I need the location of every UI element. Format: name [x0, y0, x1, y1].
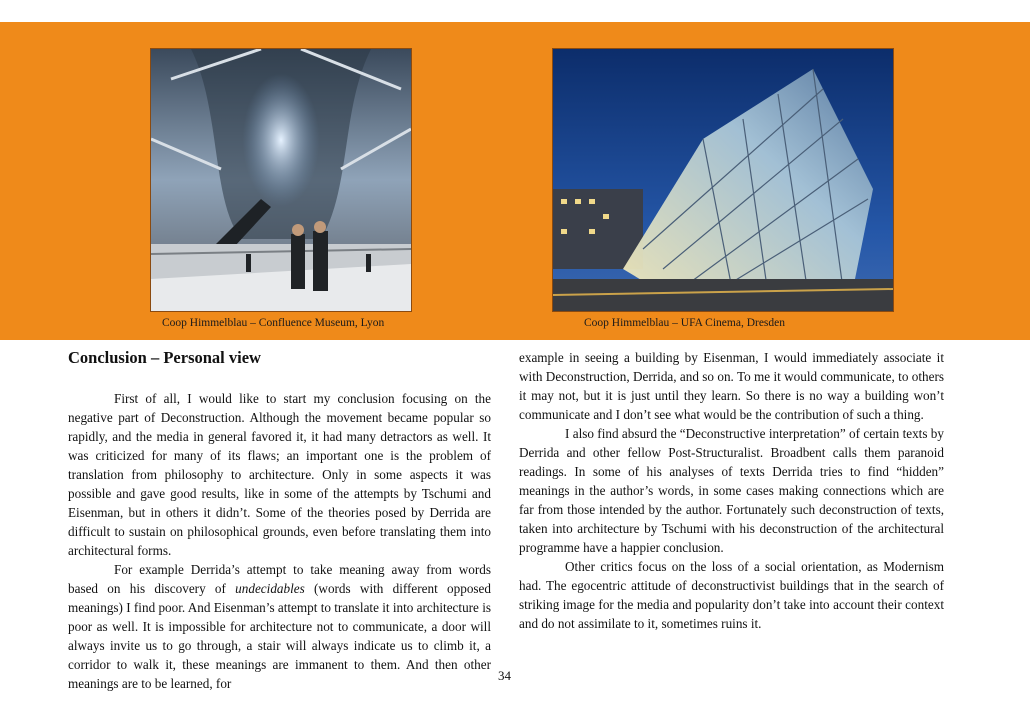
section-heading: Conclusion – Personal view — [68, 348, 261, 367]
figure-caption-right: Coop Himmelblau – UFA Cinema, Dresden — [584, 317, 786, 329]
left-text-column — [68, 348, 491, 693]
paragraph: First of all, I would like to start my conclusion focusing on the negative part of Deconstruction. Although the movement became popular so rapidly, and the media in general favored it, it had many detractors as well. It was criticized for many of its flaws; an important one is the problem of translation from philosophy to architecture. Only in some aspects it was possible and gave good results, like in some of the attempts by Tschumi and Eisenman, but in others it didn’t. Some of the theories posed by Derrida are difficult to sustain on philosophical grounds, even before translating them into architectural forms. — [68, 391, 491, 558]
paragraph: example in seeing a building by Eisenman, I would immediately associate it with Deconstruction, Derrida, and so on. To me it would communicate, to others it may not, but it is just until they learn. So there is no way a building won’t communicate and I don’t see what would be the contribution of such a thing. — [519, 350, 944, 422]
page-number: 34 — [498, 668, 511, 683]
confluence-museum-photo — [150, 48, 412, 312]
emphasized-term: undecidables — [235, 581, 305, 596]
paragraph: I also find absurd the “Deconstructive interpretation” of certain texts by Derrida and other fellow Post-Structuralist. Broadbent calls them paranoid readings. In some of his analyses of texts Derrida tries to find “hidden” meanings in the author’s words, in some cases making connections which are far from those intended by the author. Fortunately such deconstruction of texts, taken into architecture by Tschumi with his deconstruction of the architectural programme have a happier conclusion. — [519, 426, 944, 555]
ufa-cinema-photo — [552, 48, 894, 312]
paragraph-text: (words with different opposed meanings) I find poor. And Eisenman’s attempt to translate it into architecture is poor as well. It is impossible for architecture not to communicate, a door will always invite us to go through, a stair will always indicate us to climb it, a corridor to walk it, these meanings are immanent to them. And then other meanings are to be learned, for — [68, 581, 491, 691]
paragraph — [68, 560, 491, 693]
figure-caption-left: Coop Himmelblau – Confluence Museum, Lyon — [162, 317, 385, 329]
paragraph: Other critics focus on the loss of a social orientation, as Modernism had. The egocentric attitude of deconstructivist buildings that in the search of striking image for the media and popularity don’t take into account their context and do not assimilate to it, sometimes ruins it. — [519, 559, 944, 631]
right-text-column — [519, 348, 944, 633]
paragraph-text: For example Derrida’s attempt to take meaning away from words based on his discovery of — [68, 562, 491, 596]
